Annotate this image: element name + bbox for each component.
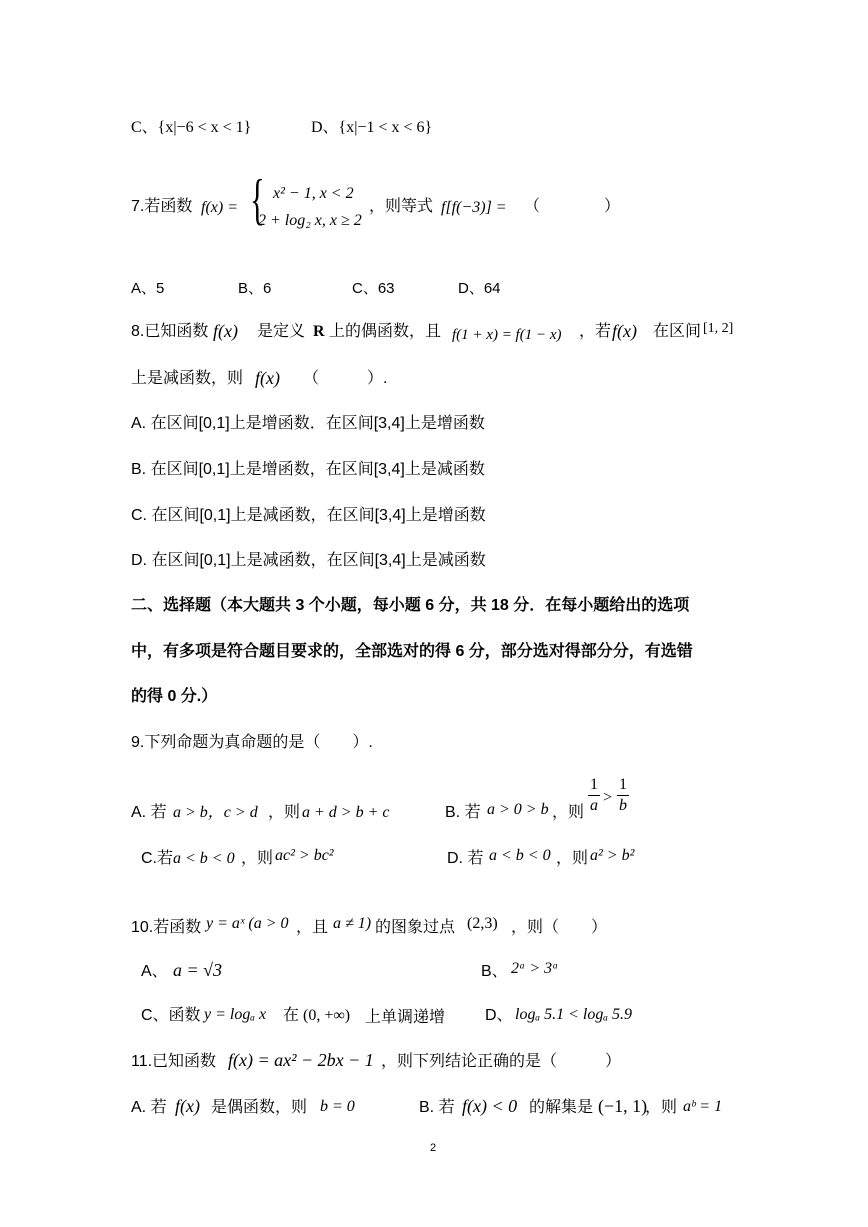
q8-interval: [1, 2] (703, 321, 734, 336)
q8-symmetry-eq: f(1 + x) = f(1 − x) (452, 327, 562, 343)
q7-option-c: C、63 (352, 280, 395, 297)
q10-option-b-label: B、 (481, 963, 508, 980)
q9-option-d-result: a² > b² (590, 847, 635, 864)
q8-stem-d: ，若 (579, 323, 612, 340)
q9-option-a-cond: a > b，c > d (173, 804, 258, 821)
q8-answer-paren: （ ）. (303, 370, 388, 387)
q10-stem-c: 的图象过点 (375, 919, 456, 936)
page-number: 2 (430, 1142, 437, 1154)
q9-option-d-cond: a < b < 0 (489, 847, 551, 864)
q10-stem-b: ，且 (296, 919, 329, 936)
q8-stem-b: 是定义 (257, 323, 306, 340)
q9-option-d-then: ，则 (556, 850, 589, 867)
q10-function: y = aˣ (a > 0 (206, 915, 289, 932)
q11-option-b-cond: f(x) < 0 (462, 1096, 518, 1116)
q9-option-b-fraction-2 (617, 776, 629, 815)
q8-stem-c: 上的偶函数，且 (329, 323, 442, 340)
q10-point: (2,3) (467, 915, 498, 932)
q9-option-c-result: ac² > bc² (275, 847, 334, 864)
q7-brace: { (250, 169, 265, 231)
q9-option-c-then: ，则 (241, 850, 274, 867)
q9-option-c-cond: a < b < 0 (173, 850, 235, 867)
q8-stem-a: 8.已知函数 (131, 323, 209, 340)
q9-option-b-label: B. 若 (445, 804, 481, 821)
q8-real-set: R (313, 323, 325, 340)
section2-heading-line3: 的得 0 分.） (131, 688, 218, 705)
q6-option-c: C、{x|−6 < x < 1} (131, 119, 252, 136)
q10-option-a-math: a = √3 (173, 960, 223, 980)
fraction-numerator: 1 (590, 776, 598, 793)
q9-option-a-then: ，则 (268, 804, 301, 821)
q11-option-b-math: aᵇ = 1 (683, 1098, 723, 1115)
q8-option-d: D. 在区间[0,1]上是减函数，在区间[3,4]上是减函数 (131, 552, 486, 569)
q8-fx-2: f(x) (612, 321, 637, 341)
q11-option-a-mid: 是偶函数，则 (211, 1099, 308, 1116)
q10-option-c-math: y = logₐ x (204, 1006, 267, 1023)
q6-option-d: D、{x|−1 < x < 6} (311, 119, 433, 136)
q11-option-b-then: ，则 (645, 1099, 678, 1116)
q7-case1: x² − 1, x < 2 (273, 185, 354, 202)
q11-option-b-label: B. 若 (419, 1099, 455, 1116)
q10-answer-paren: ，则（ ） (511, 919, 608, 936)
q11-option-a-label: A. 若 (131, 1099, 167, 1116)
q7-stem-mid: ，则等式 (369, 198, 434, 215)
q9-stem: 9.下列命题为真命题的是（ ）. (131, 734, 373, 751)
q8-option-a: A. 在区间[0,1]上是增函数．在区间[3,4]上是增函数 (131, 415, 485, 432)
q11-function: f(x) = ax² − 2bx − 1 (228, 1050, 374, 1070)
q9-option-d-label: D. 若 (447, 850, 484, 867)
q7-fx: f(x) = (201, 199, 238, 216)
q11-stem-a: 11.已知函数 (131, 1053, 217, 1070)
q11-option-a-fx: f(x) (175, 1096, 200, 1116)
q8-fx: f(x) (213, 321, 238, 341)
q10-option-c-label: C、函数 (141, 1007, 201, 1024)
section2-heading-line1: 二、选择题（本大题共 3 个小题，每小题 6 分，共 18 分．在每小题给出的选项 (131, 597, 690, 614)
q10-option-d-label: D、 (485, 1007, 513, 1024)
q11-stem-b: ，则下列结论正确的是（ ） (381, 1053, 622, 1070)
q9-option-b-then: ，则 (552, 804, 585, 821)
q10-option-b-math: 2ᵃ > 3ᵃ (511, 960, 559, 977)
q8-option-c: C. 在区间[0,1]上是减函数，在区间[3,4]上是增函数 (131, 507, 486, 524)
fraction-numerator: 1 (619, 776, 627, 793)
q11-option-b-interval: (−1, 1) (598, 1096, 648, 1116)
q10-option-c-in: 在 (283, 1007, 300, 1024)
q8-fx-3: f(x) (255, 368, 280, 388)
fraction-denominator: b (619, 797, 627, 814)
q10-option-c-end: 上单调递增 (365, 1009, 446, 1026)
q9-option-a-result: a + d > b + c (302, 804, 390, 821)
q10-option-c-interval: (0, +∞) (303, 1007, 351, 1024)
q7-stem-prefix: 7.若函数 (131, 198, 193, 215)
q10-option-a-label: A、 (141, 963, 168, 980)
q11-option-b-mid: 的解集是 (529, 1099, 594, 1116)
q7-case2: 2 + log₂ x, x ≥ 2 (258, 212, 362, 229)
q7-option-b: B、6 (238, 280, 272, 297)
q10-condition: a ≠ 1) (333, 915, 372, 932)
q11-option-a-math: b = 0 (320, 1098, 355, 1115)
q10-stem-a: 10.若函数 (131, 919, 202, 936)
q7-option-a: A、5 (131, 280, 165, 297)
section2-heading-line2: 中，有多项是符合题目要求的，全部选对的得 6 分，部分选对得部分分，有选错 (131, 643, 693, 660)
q9-option-c-label: C.若 (141, 850, 174, 867)
q8-option-b: B. 在区间[0,1]上是增函数，在区间[3,4]上是减函数 (131, 461, 485, 478)
q10-option-d-math: logₐ 5.1 < logₐ 5.9 (515, 1006, 633, 1023)
q9-option-b-cond: a > 0 > b (487, 801, 549, 818)
q9-option-b-fraction-1 (588, 776, 600, 815)
q7-answer-paren: （ ） (524, 198, 621, 215)
q7-option-d: D、64 (458, 280, 501, 297)
q9-option-b-gt: > (603, 789, 613, 806)
fraction-denominator: a (590, 797, 598, 814)
q8-stem-line2: 上是减函数，则 (131, 370, 244, 387)
q9-option-a-label: A. 若 (131, 804, 167, 821)
q7-expr: f[f(−3)] = (441, 199, 507, 216)
q8-stem-e: 在区间 (653, 323, 702, 340)
